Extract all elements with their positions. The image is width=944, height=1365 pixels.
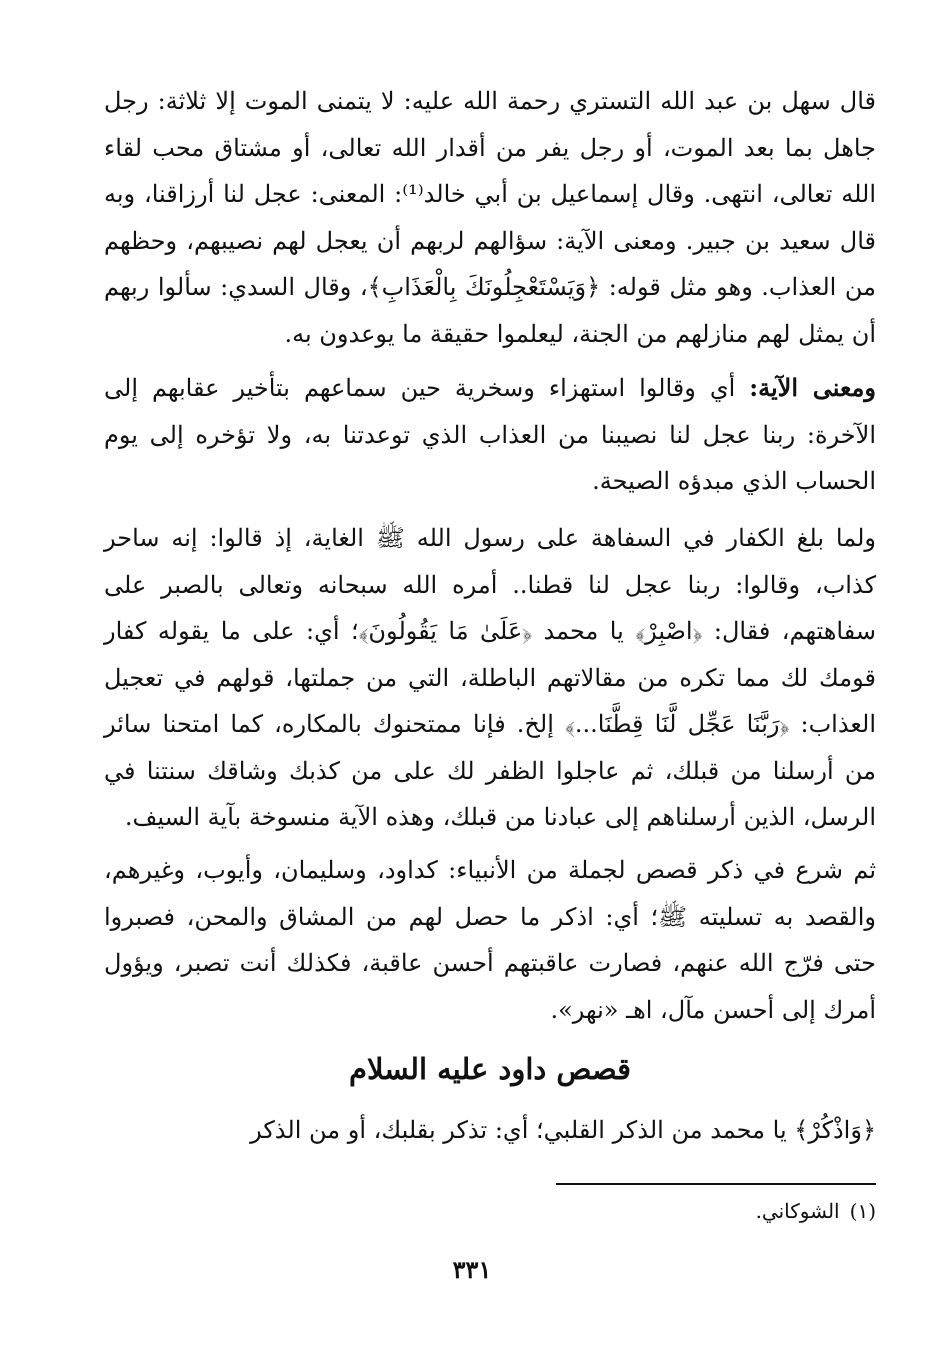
paragraph-2-text: أي وقالوا استهزاء وسخرية حين سماعهم بتأخير عقابهم إلى الآخرة: ربنا عجل لنا نصيبنا من العذاب الذي توعدتنا به، ولا تؤخره إلى يوم الحساب الذي مبدؤه الصيحة. [104,374,876,495]
footnote-number: (١) [849,1199,876,1223]
paragraph-4-text: ثم شرع في ذكر قصص لجملة من الأنبياء: كداود، وسليمان، وأيوب، وغيرهم، والقصد به تسليته ﷺ؛ أي: اذكر ما حصل لهم من المشاق والمحن، فصبروا حتى فرّج الله عنهم، فصارت عاقبتهم أحسن عاقبة، فكذلك أنت تصبر، ويؤول أمرك إلى أحسن مآل، اهـ «نهر». [104,856,876,1024]
paragraph-3 [104,515,876,841]
footnote [556,1196,876,1226]
paragraph-4 [104,847,876,1033]
paragraph-2 [104,365,876,505]
paragraph-5 [104,1107,876,1154]
page-number: ٣٣١ [452,1255,492,1284]
paragraph-3-text: ولما بلغ الكفار في السفاهة على رسول الله ﷺ الغاية، إذ قالوا: إنه ساحر كذاب، وقالوا: ربنا عجل لنا قطنا.. أمره الله سبحانه وتعالى بالصبر على سفاهتهم، فقال: ﴿اصْبِرْ﴾ يا محمد ﴿عَلَىٰ مَا يَقُولُونَ﴾؛ أي: على ما يقوله كفار قومك لك مما تكره من مقالاتهم الباطلة، التي من جملتها، قولهم في تعجيل العذاب: ﴿رَبَّنَا عَجِّل لَّنَا قِطَّنَا...﴾ إلخ. فإنا ممتحنوك بالمكاره، كما امتحنا سائر من أرسلنا من قبلك، ثم عاجلوا الظفر لك على من كذبك وشاقك سنتنا في الرسل، الذين أرسلناهم إلى عبادنا من قبلك، وهذه الآية منسوخة بآية السيف. [104,524,876,831]
paragraph-2-lead: ومعنى الآية: [749,373,876,402]
paragraph-1-text: قال سهل بن عبد الله التستري رحمة الله عليه: لا يتمنى الموت إلا ثلاثة: رجل جاهل بما بعد الموت، أو رجل يفر من أقدار الله تعالى، أو مشتاق محب لقاء الله تعالى، انتهى. وقال إسماعيل بن أبي خالد⁽¹⁾: المعنى: عجل لنا أرزاقنا، وبه قال سعيد بن جبير. ومعنى الآية: سؤالهم لربهم أن يعجل لهم نصيبهم، وحظهم من العذاب. وهو مثل قوله: ﴿وَيَسْتَعْجِلُونَكَ بِالْعَذَابِ﴾، وقال السدي: سألوا ربهم أن يمثل لهم منازلهم من الجنة، ليعلموا حقيقة ما يوعدون به. [104,87,876,348]
paragraph-5-text: ﴿وَاذْكُرْ﴾ يا محمد من الذكر القلبي؛ أي: تذكر بقلبك، أو من الذكر [250,1116,876,1144]
footnote-divider [556,1183,876,1185]
section-heading: قصص داود عليه السلام [349,1052,631,1086]
paragraph-1 [104,78,876,357]
footnote-text: الشوكاني. [755,1199,840,1223]
